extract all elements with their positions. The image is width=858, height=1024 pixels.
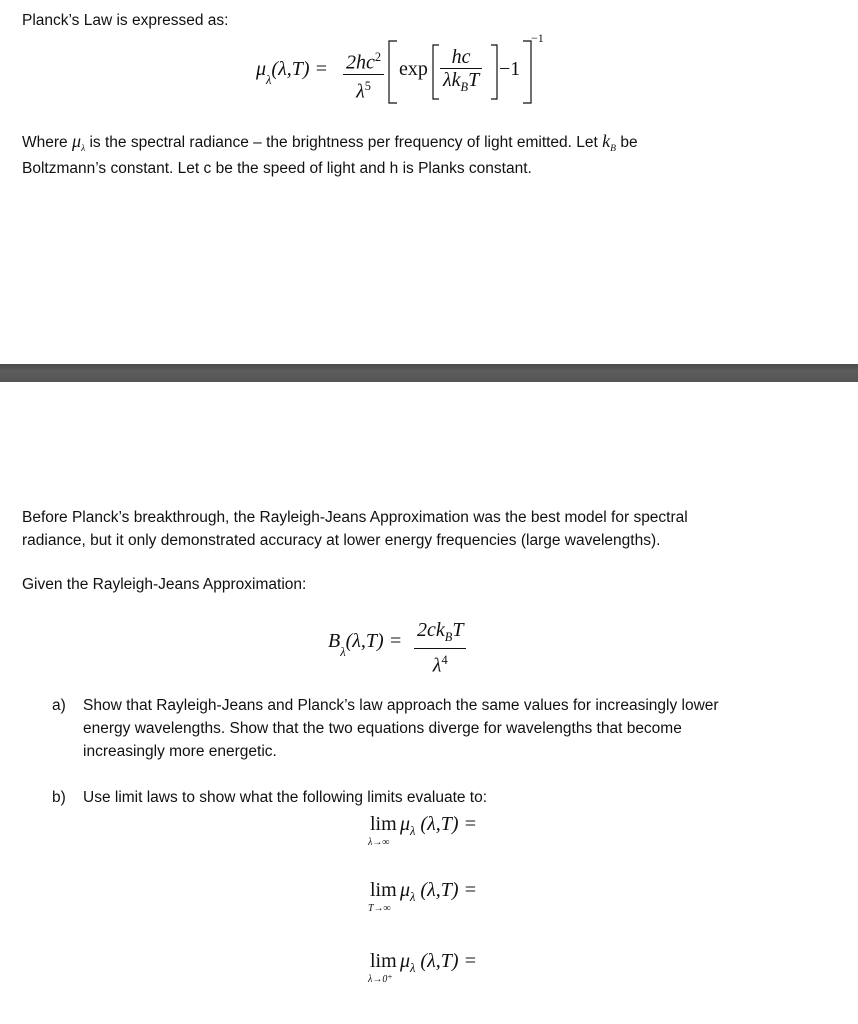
where-line-2: Boltzmann’s constant. Let c be the speed of light and h is Planks constant. <box>22 160 532 177</box>
where-line-1-a: Where <box>22 134 68 151</box>
rj-lhs-sub: λ <box>340 645 346 659</box>
rj-num-sub: B <box>444 630 453 644</box>
planck-lhs <box>256 58 329 87</box>
where-k: k <box>602 131 611 151</box>
rj-num-tail: T <box>452 619 464 641</box>
limit-3-mu-sub: λ <box>410 961 416 975</box>
rj-given: Given the Rayleigh-Jeans Approximation: <box>22 576 307 593</box>
where-k-sub: B <box>610 143 617 155</box>
planck-frac-den-sup: 5 <box>364 78 371 93</box>
rj-den-sup: 4 <box>441 653 448 667</box>
rj-line-2: radiance, but it only demonstrated accuracy at lower energy frequencies (large wavelengths). <box>22 532 661 549</box>
where-mu-sub: λ <box>81 143 86 155</box>
planck-lhs-sub: λ <box>266 73 272 87</box>
question-b-line-1: Use limit laws to show what the following limits evaluate to: <box>83 789 488 806</box>
planck-lhs-args: (λ,T) = <box>271 58 329 80</box>
question-a-line-2: energy wavelengths. Show that the two equations diverge for wavelengths that become <box>83 720 682 737</box>
inner-right-bracket <box>489 44 499 100</box>
rj-line-1: Before Planck’s breakthrough, the Rayleigh-Jeans Approximation was the best model for spectral <box>22 509 688 526</box>
planck-fraction <box>343 46 384 102</box>
limit-2-args: (λ,T) = <box>420 879 478 901</box>
limit-2-lim: lim <box>370 879 397 901</box>
inner-frac-den-sub: B <box>460 80 469 94</box>
inner-frac-den: λk <box>443 69 461 91</box>
limit-3-sub: λ→0⁺ <box>368 974 393 985</box>
limit-3-lim: lim <box>370 950 397 972</box>
rj-fraction <box>414 619 466 677</box>
where-line-1 <box>22 130 638 160</box>
limit-3-mu: μ <box>400 950 411 972</box>
where-line-1-c: be <box>620 134 638 151</box>
rj-num: 2ck <box>417 619 445 641</box>
limit-1-mu-sub: λ <box>410 824 416 838</box>
question-a-label: a) <box>52 697 66 714</box>
minus-one: −1 <box>499 58 521 80</box>
limit-1-args: (λ,T) = <box>420 813 478 835</box>
limit-3-args: (λ,T) = <box>420 950 478 972</box>
limit-2-mu-sub: λ <box>410 890 416 904</box>
question-a-line-1: Show that Rayleigh-Jeans and Planck’s law approach the same values for increasingly lower <box>83 697 719 714</box>
limit-2-expr <box>400 879 477 905</box>
outer-left-bracket <box>387 40 399 104</box>
intro-heading: Planck’s Law is expressed as: <box>22 12 229 29</box>
where-line-1-b: is the spectral radiance – the brightness per frequency of light emitted. Let <box>89 134 598 151</box>
limit-3-expr <box>400 950 477 976</box>
limit-2-mu: μ <box>400 879 411 901</box>
inner-frac-num: hc <box>451 46 471 68</box>
exp-label: exp <box>399 58 428 80</box>
limit-1-sub: λ→∞ <box>368 837 390 848</box>
rj-den: λ <box>432 654 442 677</box>
planck-frac-den: λ <box>356 80 365 103</box>
planck-lhs-mu: μ <box>256 58 267 80</box>
question-a-line-3: increasingly more energetic. <box>83 743 277 760</box>
rj-lhs <box>328 630 403 659</box>
inner-frac-den-tail: T <box>468 69 480 91</box>
where-mu: μ <box>71 131 82 151</box>
limit-1-mu: μ <box>400 813 411 835</box>
rj-lhs-args: (λ,T) = <box>345 630 403 652</box>
outer-power: −1 <box>531 31 544 45</box>
planck-frac-num: 2hc <box>346 51 375 74</box>
planck-frac-num-sup: 2 <box>374 50 382 64</box>
inner-fraction <box>440 46 482 98</box>
rj-lhs-b: B <box>328 630 341 652</box>
page-divider <box>0 364 858 382</box>
limit-1-lim: lim <box>370 813 397 835</box>
limit-2-sub: T→∞ <box>368 903 391 914</box>
limit-1-expr <box>400 813 477 839</box>
outer-right-bracket <box>521 40 533 104</box>
question-b-label: b) <box>52 789 66 806</box>
